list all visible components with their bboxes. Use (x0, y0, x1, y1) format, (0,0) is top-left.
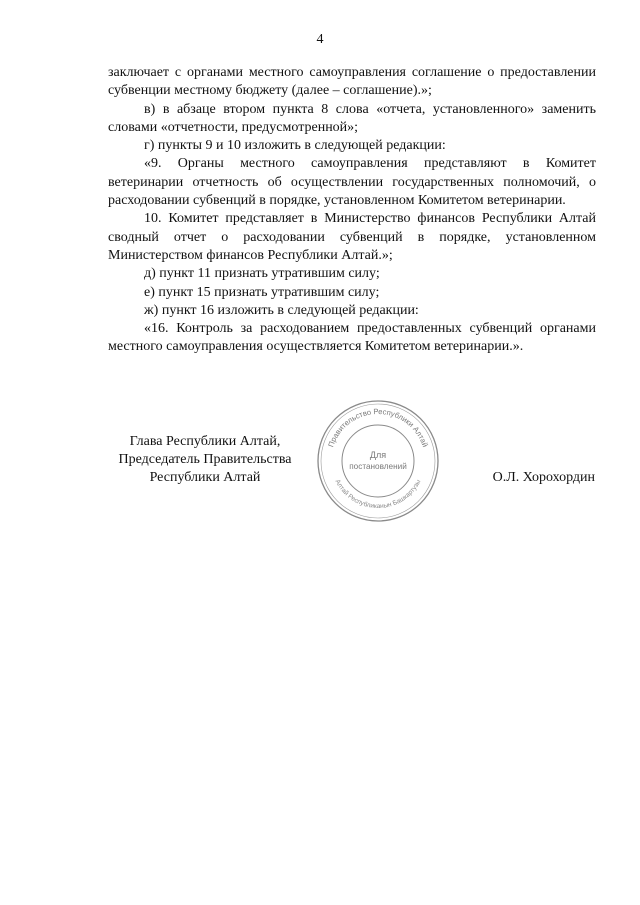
paragraph: 10. Комитет представляет в Министерство финансов Республики Алтай сводный отчет о расходовании субвенций в порядке, установленном Министерством финансов Республики Алтай.»; (108, 211, 596, 263)
paragraph: «16. Контроль за расходованием предоставленных субвенций органами местного самоуправления осуществляется Комитетом ветеринарии.». (108, 321, 596, 355)
paragraph: е) пункт 15 признать утратившим силу; (144, 284, 380, 300)
paragraph: в) в абзаце втором пункта 8 слова «отчета, установленного» заменить словами «отчетности, предусмотренной»; (108, 101, 596, 135)
signatory-name: О.Л. Хорохордин (492, 470, 595, 485)
signatory-title-line: Председатель Правительства (118, 452, 292, 467)
paragraph: д) пункт 11 признать утратившим силу; (144, 266, 380, 282)
paragraph: «9. Органы местного самоуправления представляют в Комитет ветеринарии отчетность об осуществлении государственных полномочий, о расходовании субвенций в порядке, установленном Комитетом ветеринарии. (108, 156, 596, 209)
svg-text:Алтай Республиканын Башкартузы (334, 478, 423, 510)
page-number: 4 (316, 32, 324, 47)
stamp-center-text: Для (369, 450, 387, 460)
signatory-title-line: Республики Алтай (149, 470, 261, 485)
stamp-center-text: постановлений (349, 462, 407, 471)
signatory-title (100, 433, 310, 487)
paragraph: ж) пункт 16 изложить в следующей редакции: (144, 302, 419, 318)
paragraph: г) пункты 9 и 10 изложить в следующей редакции: (144, 138, 446, 154)
official-stamp (315, 398, 441, 524)
stamp-ring-text: Правительство Республики Алтай (326, 406, 430, 449)
paragraph: заключает с органами местного самоуправления соглашение о предоставлении субвенции местному бюджету (далее – соглашение).»; (108, 65, 596, 99)
stamp-ring-text-bottom: Алтай Республиканын Башкартузы (333, 478, 423, 511)
document-body (108, 64, 596, 357)
signatory-title-line: Глава Республики Алтай, (129, 434, 281, 449)
